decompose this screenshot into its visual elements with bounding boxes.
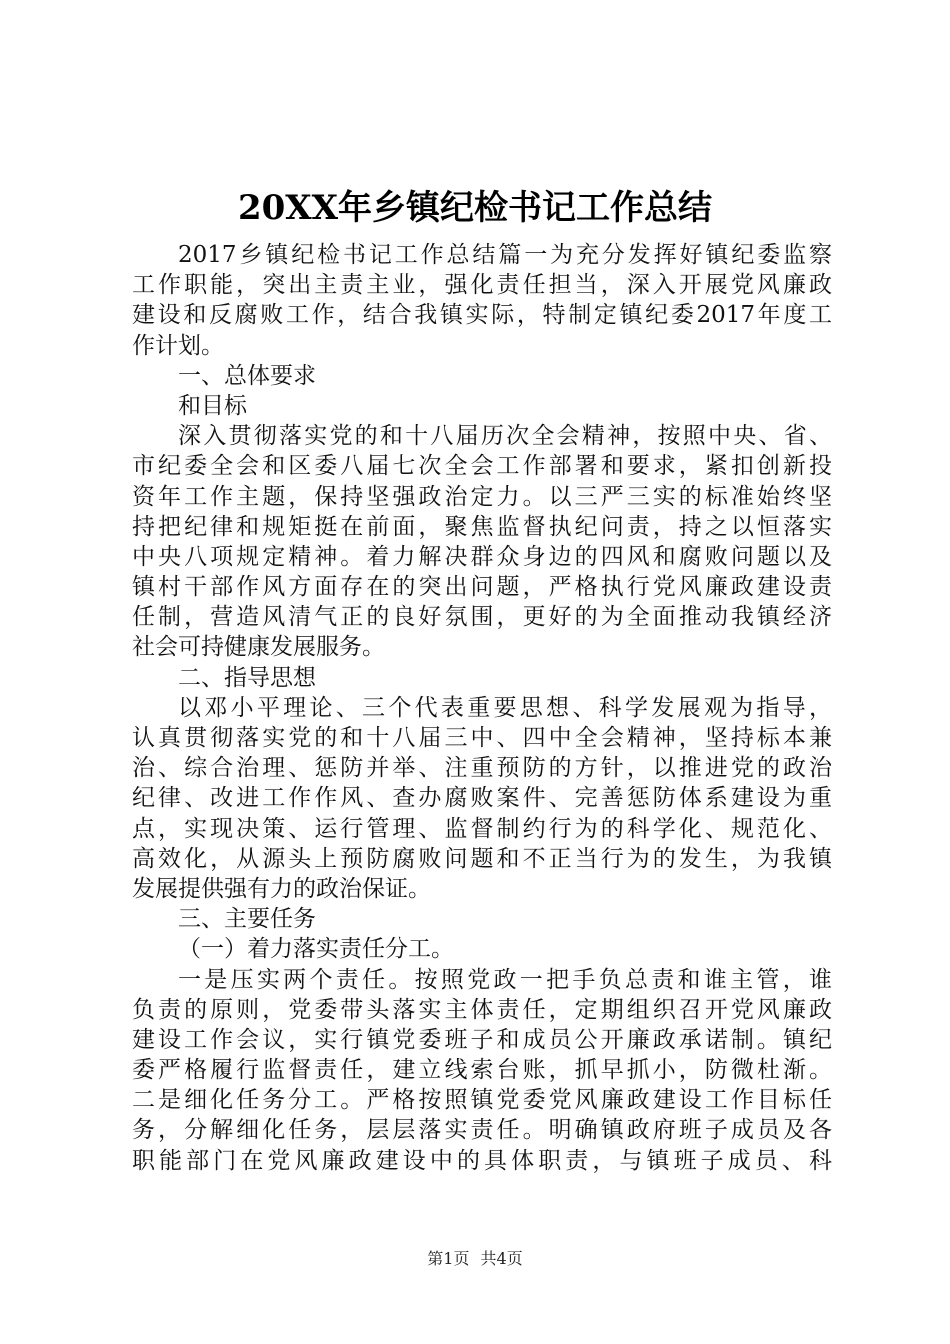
text-line: 和目标 xyxy=(178,392,247,419)
text-line: 二、指导思想 xyxy=(178,664,316,691)
text-line: 治、综合治理、惩防并举、注重预防的方针，以推进党的政治 xyxy=(132,755,832,782)
text-line: 以邓小平理论、三个代表重要思想、科学发展观为指导， xyxy=(178,694,832,721)
page-number: 第1页 xyxy=(427,1249,470,1268)
text-line: 认真贯彻落实党的和十八届三中、四中全会精神，坚持标本兼 xyxy=(132,725,832,751)
text-line: 务，分解细化任务，层层落实责任。明确镇政府班子成员及各 xyxy=(132,1117,832,1144)
text-line: 一、总体要求 xyxy=(178,362,316,389)
text-line: 一是压实两个责任。按照党政一把手负总责和谁主管，谁 xyxy=(178,966,832,993)
text-line: 作计划。 xyxy=(132,332,224,359)
text-line: 点，实现决策、运行管理、监督制约行为的科学化、规范化、 xyxy=(132,815,832,842)
text-line: 市纪委全会和区委八届七次全会工作部署和要求，紧扣创新投 xyxy=(132,453,832,480)
text-line: 委严格履行监督责任，建立线索台账，抓早抓小，防微杜渐。 xyxy=(132,1057,832,1084)
document-title: 20XX年乡镇纪检书记工作总结 xyxy=(237,188,713,228)
text-line: 负责的原则，党委带头落实主体责任，定期组织召开党风廉政 xyxy=(132,996,832,1023)
text-line: 建设工作会议，实行镇党委班子和成员公开廉政承诺制。镇纪 xyxy=(132,1026,832,1053)
text-line: 发展提供强有力的政治保证。 xyxy=(132,875,431,902)
text-line: 职能部门在党风廉政建设中的具体职责，与镇班子成员、科 xyxy=(132,1147,832,1174)
text-line: 2017乡镇纪检书记工作总结篇一为充分发挥好镇纪委监察 xyxy=(178,242,832,268)
text-line: 工作职能，突出主责主业，强化责任担当，深入开展党风廉政 xyxy=(132,272,832,299)
text-line: 镇村干部作风方面存在的突出问题，严格执行党风廉政建设责 xyxy=(132,574,832,601)
page-footer xyxy=(0,1246,950,1269)
text-line: 中央八项规定精神。着力解决群众身边的四风和腐败问题以及 xyxy=(132,543,832,570)
text-line: 建设和反腐败工作，结合我镇实际，特制定镇纪委2017年度工 xyxy=(132,302,832,329)
text-line: 高效化，从源头上预防腐败问题和不正当行为的发生，为我镇 xyxy=(132,845,832,872)
text-line: 社会可持健康发展服务。 xyxy=(132,634,385,661)
text-line: （一）着力落实责任分工。 xyxy=(178,936,454,963)
text-line: 三、主要任务 xyxy=(178,906,316,933)
page-total: 共4页 xyxy=(480,1249,523,1268)
text-line: 资年工作主题，保持坚强政治定力。以三严三实的标准始终坚 xyxy=(132,483,832,510)
text-line: 深入贯彻落实党的和十八届历次全会精神，按照中央、省、 xyxy=(178,423,832,450)
text-line: 任制，营造风清气正的良好氛围，更好的为全面推动我镇经济 xyxy=(132,604,832,631)
text-line: 纪律、改进工作作风、查办腐败案件、完善惩防体系建设为重 xyxy=(132,785,832,812)
text-line: 二是细化任务分工。严格按照镇党委党风廉政建设工作目标任 xyxy=(132,1087,832,1114)
text-line: 持把纪律和规矩挺在前面，聚焦监督执纪问责，持之以恒落实 xyxy=(132,513,832,540)
document-body xyxy=(132,240,832,1176)
